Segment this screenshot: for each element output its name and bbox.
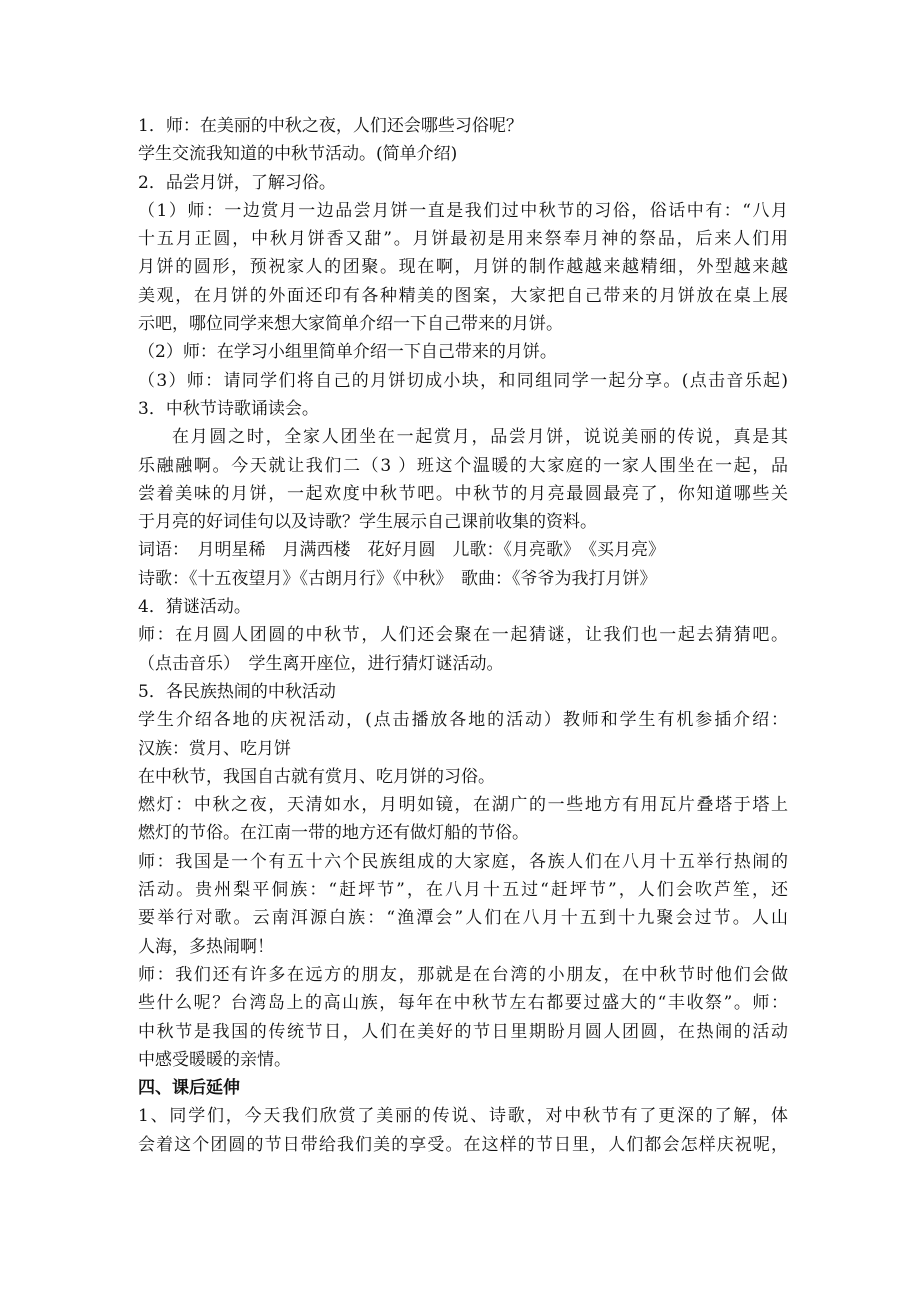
item-heading: 5．各民族热闹的中秋活动 (138, 681, 336, 702)
paragraph-line: 诗歌：《十五夜望月》《古朗月行》《中秋》 歌曲：《爷爷为我打月饼》 (138, 568, 657, 589)
paragraph-line: 汉族：赏月、吃月饼 (138, 738, 291, 759)
paragraph-line: 要举行对歌。云南洱源白族：“渔潭会”人们在八月十五到十九聚会过节。人山 (138, 908, 788, 929)
paragraph-line: （2）师：在学习小组里简单介绍一下自己带来的月饼。 (138, 342, 557, 363)
paragraph-line: 月饼的圆形，预祝家人的团聚。现在啊，月饼的制作越越来越精细，外型越来越 (138, 257, 788, 278)
document-body (138, 112, 788, 1159)
item-heading: 4．猜谜活动。 (138, 597, 251, 618)
paragraph-line: 会着这个团圆的节日带给我们美的享受。在这样的节日里，人们都会怎样庆祝呢， (138, 1134, 788, 1155)
item-heading: 1．师：在美丽的中秋之夜，人们还会哪些习俗呢？ (138, 116, 523, 136)
paragraph-line: 学生交流我知道的中秋节活动。(简单介绍) (138, 144, 458, 165)
paragraph-line: 美观，在月饼的外面还印有各种精美的图案，大家把自己带来的月饼放在桌上展 (138, 285, 788, 306)
paragraph-line: 师：我国是一个有五十六个民族组成的大家庭，各族人们在八月十五举行热闹的 (138, 851, 788, 872)
paragraph-line: （3）师：请同学们将自己的月饼切成小块，和同组同学一起分享。(点击音乐起) (138, 370, 788, 391)
item-heading: 3．中秋节诗歌诵读会。 (138, 398, 319, 419)
paragraph-line: 1、同学们，今天我们欣赏了美丽的传说、诗歌，对中秋节有了更深的了解，体 (138, 1106, 788, 1127)
paragraph-line: 些什么呢？台湾岛上的高山族，每年在中秋节左右都要过盛大的“丰收祭”。师： (138, 993, 788, 1014)
paragraph-line: 在中秋节，我国自古就有赏月、吃月饼的习俗。 (138, 766, 495, 787)
paragraph-line: 乐融融啊。今天就让我们二（3 ）班这个温暖的大家庭的一家人围坐在一起，品 (138, 455, 788, 476)
paragraph-line: 中感受暖暖的亲情。 (138, 1049, 291, 1070)
paragraph-line: （1）师：一边赏月一边品尝月饼一直是我们过中秋节的习俗，俗话中有：“八月 (138, 200, 788, 221)
paragraph-line: 十五月正圆，中秋月饼香又甜”。月饼最初是用来祭奉月神的祭品，后来人们用 (138, 229, 788, 250)
section-heading: 四、课后延伸 (138, 1078, 240, 1099)
paragraph-line: 尝着美味的月饼，一起欢度中秋节吧。中秋节的月亮最圆最亮了，你知道哪些关 (138, 483, 788, 504)
paragraph-line: 示吧，哪位同学来想大家简单介绍一下自己带来的月饼。 (138, 314, 563, 335)
item-heading: 2．品尝月饼，了解习俗。 (138, 172, 336, 193)
paragraph-line: 在月圆之时，全家人团坐在一起赏月，品尝月饼，说说美丽的传说，真是其 (172, 427, 788, 448)
paragraph-line: 词语： 月明星稀 月满西楼 花好月圆 儿歌：《月亮歌》 《买月亮》 (138, 540, 665, 561)
paragraph-line: 于月亮的好词佳句以及诗歌？学生展示自己课前收集的资料。 (138, 512, 597, 533)
paragraph-line: 人海，多热闹啊！ (138, 936, 274, 957)
paragraph-line: （点击音乐） 学生离开座位，进行猜灯谜活动。 (138, 653, 504, 674)
paragraph-line: 中秋节是我国的传统节日，人们在美好的节日里期盼月圆人团圆，在热闹的活动 (138, 1021, 788, 1042)
paragraph-line: 学生介绍各地的庆祝活动，(点击播放各地的活动）教师和学生有机参插介绍： (138, 710, 788, 731)
paragraph-line: 燃灯的节俗。在江南一带的地方还有做灯船的节俗。 (138, 823, 529, 844)
paragraph-line: 活动。贵州梨平侗族：“赶坪节”，在八月十五过“赶坪节”，人们会吹芦笙，还 (138, 880, 788, 901)
paragraph-line: 师：我们还有许多在远方的朋友，那就是在台湾的小朋友，在中秋节时他们会做 (138, 964, 788, 985)
paragraph-line: 师：在月圆人团圆的中秋节，人们还会聚在一起猜谜，让我们也一起去猜猜吧。 (138, 625, 788, 646)
paragraph-line: 燃灯：中秋之夜，天清如水，月明如镜，在湖广的一些地方有用瓦片叠塔于塔上 (138, 795, 788, 816)
